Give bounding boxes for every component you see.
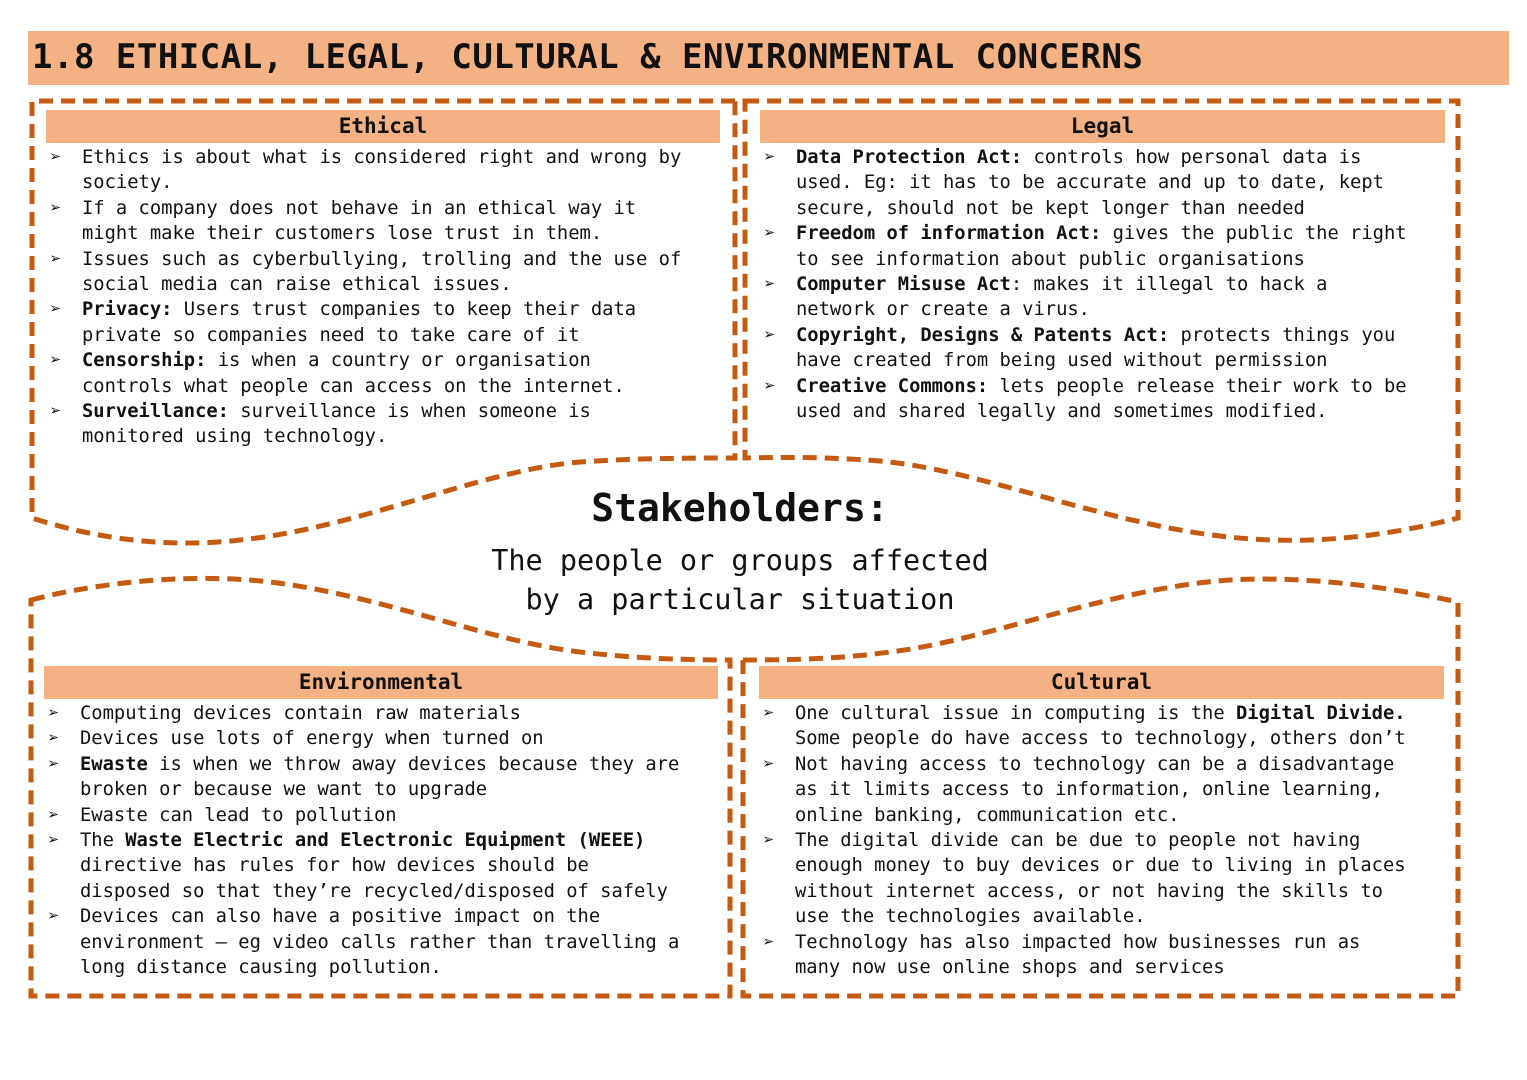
arrow-bullet-icon: ➢ <box>763 931 775 953</box>
legal-list-item <box>760 374 1445 425</box>
legal-list-item <box>760 272 1445 323</box>
item-term: Data Protection Act: <box>796 147 1023 168</box>
ethical-list-item <box>46 145 720 196</box>
arrow-bullet-icon: ➢ <box>48 804 60 826</box>
arrow-bullet-icon: ➢ <box>764 274 776 296</box>
item-text: Ewaste can lead to pollution <box>80 804 397 826</box>
legal-list-item <box>760 221 1445 272</box>
legal-list-item <box>760 145 1445 221</box>
arrow-bullet-icon: ➢ <box>50 350 62 372</box>
item-text: Some people do have access to technology, others don’t <box>795 728 1406 750</box>
arrow-bullet-icon: ➢ <box>48 703 60 724</box>
stakeholders-definition: The people or groups affected by a particular situation <box>491 544 989 616</box>
item-text: : makes it illegal to hack a network or create a virus. <box>796 274 1328 321</box>
cultural-list-item <box>759 752 1444 828</box>
section-legal <box>760 110 1445 424</box>
environmental-list-item <box>44 828 718 904</box>
item-text: Devices can also have a positive impact on the environment – eg video calls rather than travelling a long distance causing pollution. <box>80 906 680 979</box>
item-term: Surveillance: <box>82 401 229 423</box>
arrow-bullet-icon: ➢ <box>763 830 775 852</box>
cultural-list-item <box>759 701 1444 752</box>
section-cultural <box>759 666 1444 980</box>
arrow-bullet-icon: ➢ <box>764 324 776 346</box>
arrow-bullet-icon: ➢ <box>764 223 776 245</box>
item-text: Devices use lots of energy when turned on <box>80 728 544 750</box>
ethical-list-item <box>46 196 720 247</box>
legal-list-item <box>760 323 1445 374</box>
item-text: controls how personal data is used. Eg: it has to be accurate and up to date, kept secure, should not be kept longer than needed <box>796 147 1384 219</box>
arrow-bullet-icon: ➢ <box>50 147 62 168</box>
arrow-bullet-icon: ➢ <box>48 906 60 928</box>
ethical-list-item <box>46 348 720 399</box>
item-prefix: One cultural issue in computing is the <box>795 703 1236 724</box>
item-text: If a company does not behave in an ethical way it might make their customers lose trust in them. <box>82 197 637 245</box>
arrow-bullet-icon: ➢ <box>50 401 62 423</box>
arrow-bullet-icon: ➢ <box>764 375 776 397</box>
environmental-list <box>44 701 718 980</box>
page-title: 1.8 ETHICAL, LEGAL, CULTURAL & ENVIRONMENTAL CONCERNS <box>28 31 1509 85</box>
legal-list <box>760 145 1445 424</box>
arrow-bullet-icon: ➢ <box>48 728 60 750</box>
item-text: surveillance is when someone is monitored using technology. <box>82 401 591 448</box>
arrow-bullet-icon: ➢ <box>50 299 62 321</box>
cultural-list-item <box>759 828 1444 930</box>
ethical-list-item <box>46 399 720 450</box>
arrow-bullet-icon: ➢ <box>48 753 60 775</box>
cultural-list-item <box>759 930 1444 981</box>
item-text: Users trust companies to keep their data private so companies need to take care of it <box>82 299 637 346</box>
item-text: is when a country or organisation controls what people can access on the internet. <box>82 350 625 397</box>
item-term: Censorship: <box>82 350 207 372</box>
item-term: Freedom of information Act: <box>796 223 1102 245</box>
environmental-list-item <box>44 752 718 803</box>
section-environmental <box>44 666 718 980</box>
item-text: Not having access to technology can be a disadvantage as it limits access to information, online learning, online banking, communication etc. <box>795 753 1395 826</box>
item-term: Privacy: <box>82 299 173 321</box>
section-heading-ethical: Ethical <box>46 110 720 143</box>
item-text: is when we throw away devices because they are broken or because we want to upgrade <box>80 753 680 801</box>
item-text: Technology has also impacted how businesses run as many now use online shops and services <box>795 931 1361 979</box>
arrow-bullet-icon: ➢ <box>50 248 62 270</box>
cultural-list <box>759 701 1444 980</box>
environmental-list-item <box>44 701 718 726</box>
arrow-bullet-icon: ➢ <box>50 197 62 219</box>
section-ethical <box>46 110 720 450</box>
item-term: Ewaste <box>80 753 148 775</box>
item-text: Computing devices contain raw materials <box>80 703 521 724</box>
item-term: Copyright, Designs & Patents Act: <box>796 324 1170 346</box>
stakeholders-title: Stakeholders: <box>591 486 889 530</box>
arrow-bullet-icon: ➢ <box>764 147 776 168</box>
item-text: The digital divide can be due to people not having enough money to buy devices or due to living in places without internet access, or not having the skills to use the technologies available. <box>795 830 1406 928</box>
item-term: Digital Divide. <box>1235 703 1406 724</box>
section-heading-cultural: Cultural <box>759 666 1444 699</box>
environmental-list-item <box>44 726 718 751</box>
arrow-bullet-icon: ➢ <box>763 703 775 724</box>
ethical-list-item <box>46 297 720 348</box>
ethical-list-item <box>46 247 720 298</box>
item-term: Creative Commons: <box>796 375 989 397</box>
item-prefix: The <box>80 830 126 852</box>
environmental-list-item <box>44 803 718 828</box>
item-text: lets people release their work to be used and shared legally and sometimes modified. <box>796 375 1407 423</box>
section-heading-environmental: Environmental <box>44 666 718 699</box>
arrow-bullet-icon: ➢ <box>48 830 60 852</box>
item-text: Issues such as cyberbullying, trolling and the use of social media can raise ethical issues. <box>82 248 682 296</box>
section-heading-legal: Legal <box>760 110 1445 143</box>
item-text: protects things you have created from being used without permission <box>796 324 1396 372</box>
environmental-list-item <box>44 904 718 980</box>
item-term: Computer Misuse Act <box>796 274 1011 296</box>
arrow-bullet-icon: ➢ <box>763 753 775 775</box>
item-text: Ethics is about what is considered right and wrong by society. <box>82 147 682 194</box>
item-text: directive has rules for how devices should be disposed so that they’re recycled/disposed of safely <box>80 855 668 902</box>
item-term: Waste Electric and Electronic Equipment (WEEE) <box>125 830 646 852</box>
item-text: gives the public the right to see information about public organisations <box>796 223 1407 270</box>
ethical-list <box>46 145 720 450</box>
